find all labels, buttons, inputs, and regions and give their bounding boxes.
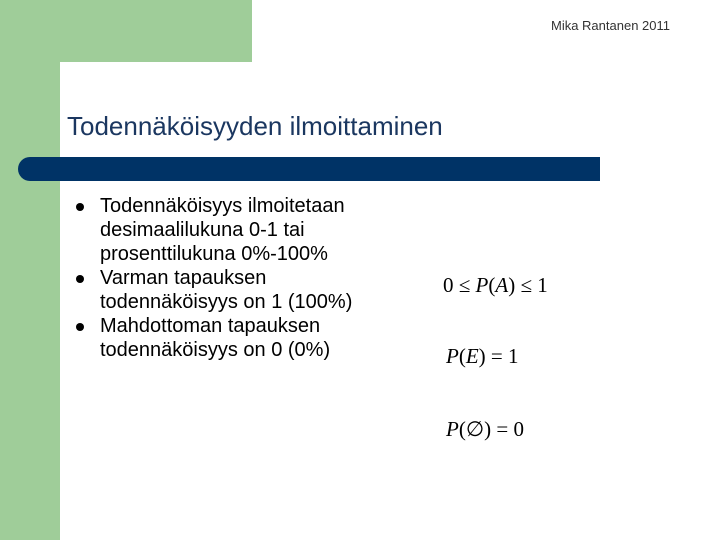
formula-paren: ) (484, 417, 492, 441)
formula-impossible-event (446, 417, 524, 442)
formula-operator: = (496, 417, 509, 441)
bullet-item (76, 266, 406, 314)
formula-variable: P (446, 417, 459, 441)
decorative-green-sidebar (0, 0, 60, 540)
formula-number: 1 (537, 273, 548, 297)
formula-number: 1 (508, 344, 519, 368)
bullet-text: Varman tapauksen todennäköisyys on 1 (100%) (100, 267, 353, 313)
bullet-dot-icon (76, 203, 84, 211)
bullet-dot-icon (76, 323, 84, 331)
formula-paren: ( (458, 344, 466, 368)
formula-variable: A (495, 273, 509, 297)
formula-operator: ≤ (458, 273, 471, 297)
bullet-list (76, 194, 406, 362)
formula-certain-event (446, 344, 519, 369)
formula-paren: ) (508, 273, 516, 297)
bullet-text: Todennäköisyys ilmoitetaan desimaalilukuna 0-1 tai prosenttilukuna 0%-100% (100, 195, 345, 265)
formula-paren: ( (488, 273, 496, 297)
formula-probability-range (443, 273, 548, 298)
bullet-text: Mahdottoman tapauksen todennäköisyys on 0 (0%) (100, 315, 331, 361)
formula-number: 0 (513, 417, 524, 441)
formula-variable: P (475, 273, 489, 297)
formula-number: 0 (443, 273, 454, 297)
slide-title: Todennäköisyyden ilmoittaminen (67, 111, 443, 141)
empty-set-symbol: ∅ (465, 417, 485, 441)
bullet-dot-icon (76, 275, 84, 283)
title-underline-bar (18, 157, 600, 181)
formula-paren: ) (478, 344, 486, 368)
formula-paren: ( (458, 417, 466, 441)
formula-operator: = (490, 344, 503, 368)
author-label: Mika Rantanen 2011 (550, 18, 670, 33)
bullet-item (76, 194, 406, 266)
formula-operator: ≤ (520, 273, 532, 297)
formula-variable: P (446, 344, 459, 368)
bullet-item (76, 314, 406, 362)
formula-variable: E (465, 344, 479, 368)
